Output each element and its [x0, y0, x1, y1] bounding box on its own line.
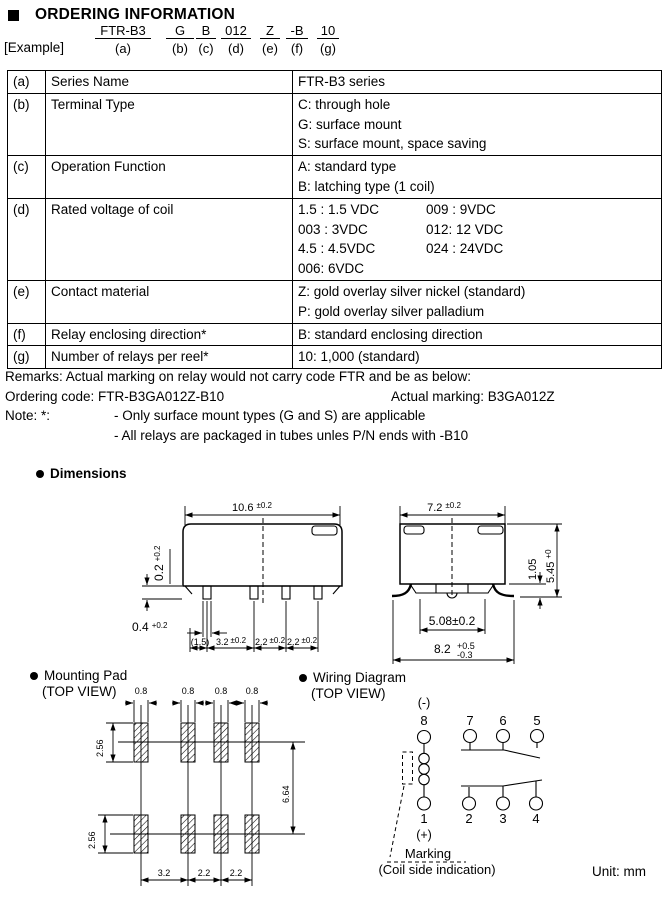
ordering-table: [7, 70, 662, 369]
row-name: Number of relays per reel*: [46, 346, 293, 369]
pin-number-6: 6: [499, 713, 507, 728]
value-line: Z: gold overlay silver nickel (standard): [298, 283, 526, 299]
example-part: [95, 23, 151, 56]
table-row: [8, 323, 662, 346]
example-part-label: (c): [198, 41, 214, 56]
actual-marking-text: Actual marking: B3GA012Z: [391, 388, 555, 404]
value-line: C: through hole: [298, 96, 391, 112]
value-right: 024 : 24VDC: [426, 241, 504, 257]
note-label: Note: *:: [5, 408, 51, 423]
page-header: [8, 6, 235, 24]
mounting-pad-drawing: [87, 686, 305, 886]
dim-pad-width-2: 0.8: [181, 686, 195, 696]
value-right: 012: 12 VDC: [426, 221, 504, 237]
dim-pad-width-1: 0.8: [134, 686, 148, 696]
example-part: [221, 23, 251, 56]
example-code: 012: [221, 23, 251, 39]
ordering-code-text: Ordering code: FTR-B3GA012Z-B10: [5, 388, 225, 404]
mounting-pad-title: Mounting Pad (TOP VIEW): [30, 668, 127, 700]
value-line: [298, 220, 656, 240]
marking-outline: [403, 752, 413, 784]
dim-side-width: 7.2 $^{\pm 0.2}$: [427, 501, 461, 514]
marking-note: (Coil side indication): [378, 862, 496, 877]
example-code: B: [196, 23, 216, 39]
row-values: [293, 346, 662, 369]
row-name: Contact material: [46, 280, 293, 323]
row-values: [293, 71, 662, 94]
dim-front-pitch-2: 2.2 ±0.2: [254, 636, 286, 647]
dim-front-pin-width: 0.4 $^{+0.2}$: [132, 620, 168, 634]
dim-front-width: 10.6 $^{\pm 0.2}$: [232, 501, 272, 514]
dim-front-standoff: $0.2^{+0.2}$: [152, 545, 166, 581]
dim-pad-pitch-3: 2.2: [229, 868, 243, 878]
dim-side-height: $5.45^{+0}$: [544, 549, 557, 583]
mounting-pad-subtitle: (TOP VIEW): [42, 684, 117, 699]
row-name: Rated voltage of coil: [46, 198, 293, 280]
pin-number-8: 8: [420, 713, 428, 728]
row-key: (d): [8, 198, 46, 280]
value-left: 006: 6VDC: [298, 261, 365, 277]
dim-pad-height-top: 2.56: [95, 739, 105, 757]
example-part-label: (e): [262, 41, 278, 56]
value-line: P: gold overlay silver palladium: [298, 303, 485, 319]
remarks-block: [5, 367, 665, 445]
dimensions-section-title: Dimensions: [36, 466, 127, 481]
pin-number-5: 5: [533, 713, 541, 728]
pin-number-3: 3: [499, 811, 507, 826]
ordering-table-body: [8, 71, 662, 369]
value-left: 1.5 : 1.5 VDC: [298, 201, 380, 217]
example-part-label: (d): [228, 41, 244, 56]
pin-number-1: 1: [420, 811, 428, 826]
example-code: G: [166, 23, 194, 39]
pin-number-2: 2: [465, 811, 473, 826]
example-part: [317, 23, 339, 56]
page-title: ORDERING INFORMATION: [35, 6, 236, 23]
coil-plus-label: (+): [416, 828, 432, 842]
dim-pad-pitch-2: 2.2: [197, 868, 211, 878]
dim-pad-pitch-1: 3.2: [157, 868, 171, 878]
value-line: FTR-B3 series: [298, 74, 386, 89]
bullet-icon: [36, 470, 44, 478]
dim-side-total-plus: +0.5: [457, 641, 475, 651]
row-key: (e): [8, 280, 46, 323]
row-values: [293, 93, 662, 155]
table-row: [8, 156, 662, 199]
dim-side-lead-span: 5.08±0.2: [428, 614, 476, 628]
value-line: [298, 239, 656, 259]
value-right: 009 : 9VDC: [426, 201, 496, 217]
value-line: [298, 200, 656, 220]
value-line: A: standard type: [298, 159, 397, 175]
table-row: [8, 198, 662, 280]
front-view-drawing: [132, 501, 342, 652]
bullet-icon: [30, 672, 38, 680]
dim-side-total: 8.2: [434, 642, 451, 656]
table-row: [8, 280, 662, 323]
wiring-diagram: [378, 696, 543, 877]
dim-front-pitch-3: 2.2 ±0.2: [286, 636, 318, 647]
row-key: (c): [8, 156, 46, 199]
dim-side-total-minus: -0.3: [457, 650, 473, 660]
dim-front-pitch-1: 3.2 ±0.2: [215, 636, 247, 647]
dim-front-ref: (1.5): [190, 637, 210, 647]
table-row: [8, 346, 662, 369]
value-left: 003 : 3VDC: [298, 221, 368, 237]
value-line: [298, 259, 656, 279]
marking-label: Marking: [404, 846, 452, 861]
dim-pad-row-span: 6.64: [281, 785, 291, 803]
example-part: [260, 23, 280, 56]
section-square-icon: [8, 10, 19, 21]
pin-number-7: 7: [466, 713, 474, 728]
value-line: B: standard enclosing direction: [298, 326, 483, 342]
example-code-row: [0, 23, 669, 59]
row-values: [293, 198, 662, 280]
value-line: B: latching type (1 coil): [298, 178, 435, 194]
row-name: Operation Function: [46, 156, 293, 199]
dim-pad-width-3: 0.8: [214, 686, 228, 696]
table-row: [8, 93, 662, 155]
pin-number-4: 4: [532, 811, 540, 826]
example-code: -B: [286, 23, 308, 39]
unit-note: Unit: mm: [592, 864, 646, 879]
bullet-icon: [299, 674, 307, 682]
row-values: [293, 280, 662, 323]
row-key: (g): [8, 346, 46, 369]
row-key: (a): [8, 71, 46, 94]
example-part: [286, 23, 308, 56]
row-name: Series Name: [46, 71, 293, 94]
example-code: Z: [260, 23, 280, 39]
example-part-label: (b): [172, 41, 188, 56]
dim-pad-width-4: 0.8: [245, 686, 259, 696]
value-line: G: surface mount: [298, 116, 402, 132]
remarks-line: Remarks: Actual marking on relay would not carry code FTR and be as below:: [5, 369, 471, 384]
example-part: [166, 23, 194, 56]
dim-pad-height-bottom: 2.56: [87, 831, 97, 849]
note-line-2: - All relays are packaged in tubes unles P/N ends with -B10: [114, 427, 469, 443]
example-code: FTR-B3: [95, 23, 151, 39]
row-values: [293, 156, 662, 199]
example-code: 10: [317, 23, 339, 39]
value-left: 4.5 : 4.5VDC: [298, 241, 376, 257]
value-line: S: surface mount, space saving: [298, 136, 487, 152]
wiring-diagram-title: Wiring Diagram (TOP VIEW): [299, 670, 406, 702]
value-line: 10: 1,000 (standard): [298, 349, 420, 365]
wiring-diagram-subtitle: (TOP VIEW): [311, 686, 386, 701]
example-part-label: (g): [320, 41, 336, 56]
example-part: [196, 23, 216, 56]
example-part-label: (f): [290, 41, 304, 56]
row-name: Terminal Type: [46, 93, 293, 155]
example-label: [Example]: [4, 40, 65, 55]
example-part-label: (a): [115, 41, 131, 56]
side-view-drawing: [392, 501, 562, 664]
row-key: (b): [8, 93, 46, 155]
row-key: (f): [8, 323, 46, 346]
dim-side-standoff: 1.05: [527, 558, 539, 580]
coil-minus-label: (-): [417, 696, 431, 710]
row-name: Relay enclosing direction*: [46, 323, 293, 346]
note-line-1: - Only surface mount types (G and S) are applicable: [114, 408, 426, 423]
table-row: [8, 71, 662, 94]
row-values: [293, 323, 662, 346]
